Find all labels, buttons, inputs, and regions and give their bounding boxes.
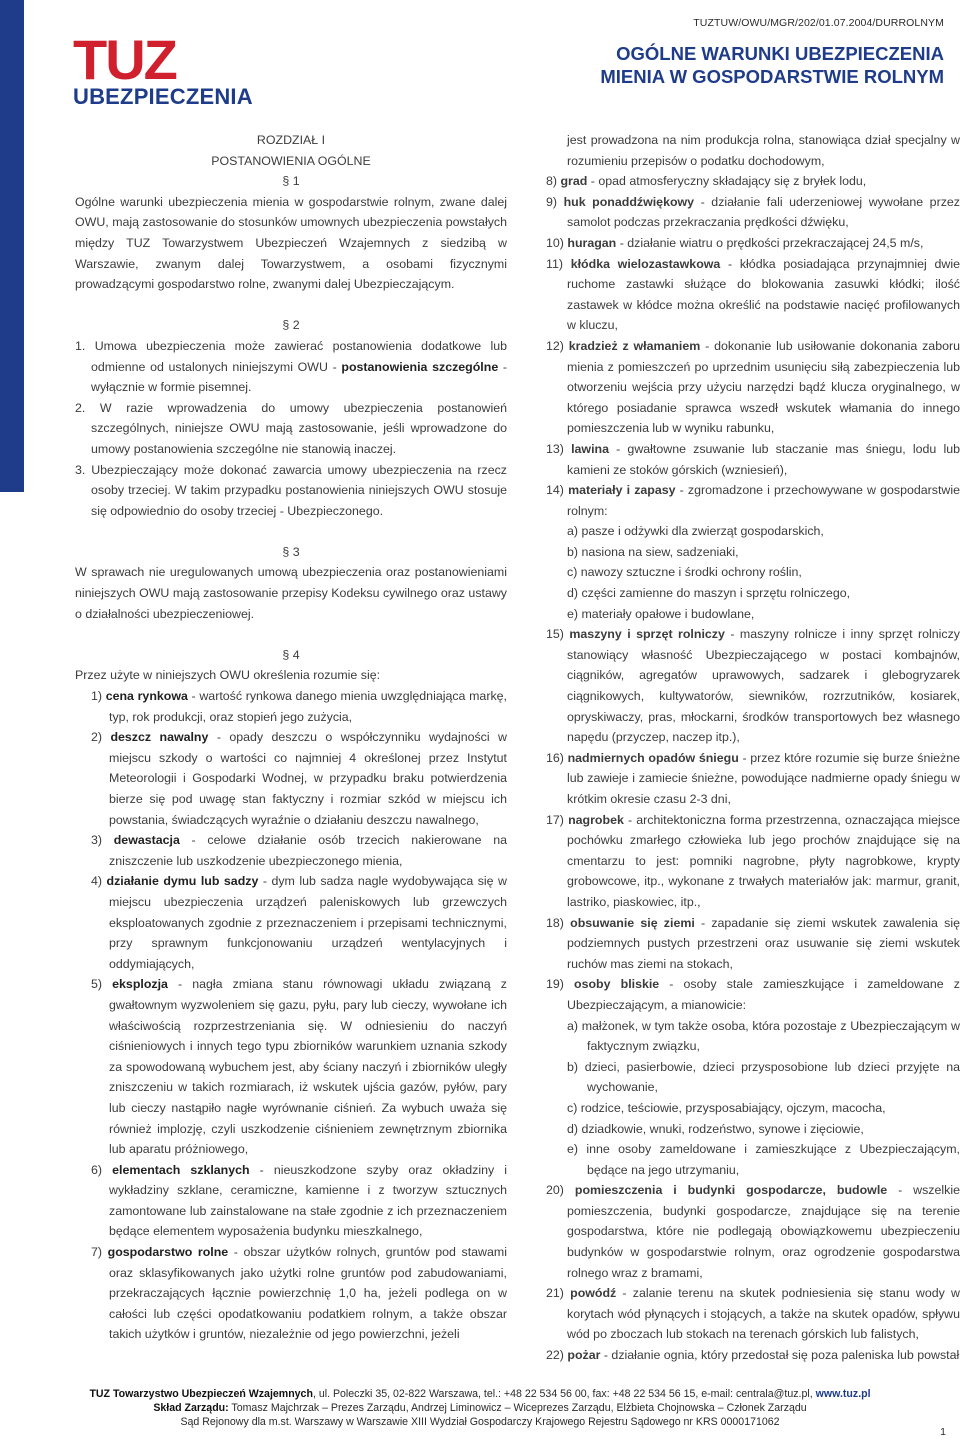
definition-item [546,624,960,748]
definition-item [75,727,507,830]
definition-term: maszyny i sprzęt rolniczy [569,627,725,642]
sublist-item: b) nasiona na siew, sadzeniaki, [567,544,739,559]
document-title [600,42,944,88]
definition-term: deszcz nawalny [110,730,209,745]
definition-text: - osoby stale zamieszkujące i zameldowane z Ubezpieczającym, a mianowicie: [567,977,960,1012]
section-4-sign: § 4 [282,647,300,662]
definition-term: powódź [570,1286,617,1301]
sublist-item: a) małżonek, w tym także osoba, która pozostaje z Ubezpieczającym w faktycznym związku, [567,1018,960,1054]
definition-text: - obszar użytków rolnych, gruntów pod stawami oraz sklasyfikowanych jako użytki rolne gruntów pod zabudowaniami, przekraczających łącznie powierzchnię 1,0 ha, jeżeli podlega on w całości lub części opodatkowaniu podatkiem rolnym, a także obszar takich użytków i gruntów, niezależnie od jego powierzchni, jeżeli [109,1245,507,1342]
section-3-text: W sprawach nie uregulowanych umową ubezpieczenia oraz postanowieniami niniejszych OWU mają zastosowanie przepisy Kodeksu cywilnego oraz ustawy o działalności ubezpieczeniowej. [75,565,507,621]
svg-text:TUZ: TUZ [73,37,176,83]
definition-term: eksplozja [112,977,168,992]
definitions-list-continued [546,171,960,521]
definition-item [546,192,960,233]
definition-term: huk ponaddźwiękowy [563,194,695,209]
definition-text: - działanie wiatru o prędkości przekraczającej 24,5 m/s, [616,235,924,250]
definition-term: cena rynkowa [105,689,188,704]
page-footer [0,1387,960,1429]
section-1-sign: § 1 [282,174,300,189]
definition-number: 9) [546,194,558,209]
definition-text: - dym lub sadza nagle wydobywająca się w miejscu ubezpieczenia urządzeń paleniskowych lub grzewczych eksploatowanych zgodnie z przeznaczeniem i przepisami technicznymi, przy sprawnym funkcjonowaniu urządzeń wentylacyjnych i oddymiających, [109,874,507,971]
side-accent-bar [0,0,24,492]
definition-text: - nieuszkodzone szyby oraz okładziny i wykładziny szklane, ceramiczne, kamienne i z tworzyw sztucznych zamontowane lub zainstalowane na stałe zgodnie z ich przeznaczeniem będące elementem wyposażenia budynku mieszkalnego, [109,1162,507,1239]
definition-term: elementach szklanych [112,1162,250,1177]
definition-number: 3) [91,833,103,848]
definition-number: 15) [546,627,564,642]
definition-text: - zgromadzone i przechowywane w gospodarstwie rolnym: [567,483,960,518]
definitions-list [75,686,507,1345]
definition-text: - architektoniczna forma przestrzenna, oznaczająca miejsce pochówku zmarłego człowieka lub jego prochów znajdujące się na cmentarzu to jest: pomniki nagrobne, płyty nagrobkowe, krypty grobowcowe, itp., wykonane z trwałych materiałów jak: marmur, granit, lastriko, piaskowiec, itp., [567,812,960,909]
definition-item [546,254,960,336]
footer-board: Skład Zarządu: Tomasz Majchrzak – Prezes Zarządu, Andrzej Liminowicz – Wiceprezes Zarządu, Elżbieta Chojnowska – Członek Zarządu [153,1402,807,1414]
definition-term: obsuwanie się ziemi [570,915,695,930]
logo-subtext: UBEZPIECZENIA [73,84,253,109]
definitions-list-continued-2 [546,624,960,1015]
section-2-para-2: 2. W razie wprowadzenia do umowy ubezpieczenia postanowień szczególnych, niniejsze OWU mają zastosowanie, jeśli wprowadzone do umowy postanowienia szczególne nie stanowią inaczej. [75,400,507,456]
definition-text: - zalanie terenu na skutek podniesienia się stanu wody w korytach wód płynących i stojących, a także na skutek opadów, spływu wód po zboczach lub stokach na terenach górskich lub falistych, [567,1286,960,1342]
definition-text: - gwałtowne zsuwanie lub staczanie mas śniegu, lodu lub kamieni ze stoków górskich (wzniesień), [567,441,960,477]
definition-item [546,233,960,254]
company-logo [73,37,253,109]
definition-item [75,830,507,871]
section-1-text: Ogólne warunki ubezpieczenia mienia w gospodarstwie rolnym, zwane dalej OWU, mają zastosowanie do stosunków umownych ubezpieczenia powstałych między TUZ Towarzystwem Ubezpieczeń Wzajemnych z siedzibą w Warszawie, zwanym dalej Towarzystwem, a osobami fizycznymi prowadzącymi gospodarstwo rolne, zwanymi dalej Ubezpieczającym. [75,194,507,292]
definition-number: 10) [546,235,564,250]
sublist-item: d) dziadkowie, wnuki, rodzeństwo, synowe i zięciowie, [567,1121,864,1136]
definition-number: 1) [91,689,103,704]
definition-item [546,171,960,192]
definition-term: materiały i zapasy [568,483,676,498]
definition-item [546,974,960,1015]
section-2-sign: § 2 [282,318,300,333]
definition-text: - dokonanie lub usiłowanie dokonania zaboru mienia z pomieszczeń po uprzednim usunięciu siłą zabezpieczenia lub otworzeniu wejścia przy użyciu narzędzi bądź klucza oryginalnego, w którego posiadanie sprawca wszedł wskutek włamania do innego pomieszczenia lub w wyniku rabunku, [567,338,960,436]
definition-item [546,1345,960,1366]
definition-term: nadmiernych opadów śniegu [567,750,739,765]
definition-item [546,336,960,439]
sublist-item: b) dzieci, pasierbowie, dzieci przysposobione lub dzieci przyjęte na wychowanie, [567,1059,960,1095]
footer-contact: TUZ Towarzystwo Ubezpieczeń Wzajemnych, ul. Poleczki 35, 02-822 Warszawa, tel.: +48 22 534 56 00, fax: +48 22 534 56 15, e-mail: centrala@tuz.pl, www.tuz.pl [89,1388,871,1400]
definition-number: 2) [91,730,103,745]
tuz-logo-icon [73,37,233,83]
sublist-item: c) nawozy sztuczne i środki ochrony roślin, [567,565,802,580]
right-column [546,130,960,1366]
definition-item [546,1283,960,1345]
definition-term: działanie dymu lub sadzy [106,874,259,889]
website-link[interactable]: www.tuz.pl [815,1388,871,1400]
definition-number: 18) [546,915,564,930]
definition-text: - maszyny rolnicze i inny sprzęt rolniczy stanowiący własność Ubezpieczającego w postaci kombajnów, ciągników, agregatów uprawowych, sadzarek i glebogryzarek ciągnikowych, kultywatorów, siewników, rozrzutników, kosiarek, opryskiwaczy, pras, młockarni, środków transportowych bez własnego napędu (przyczep, naczep itp.), [567,627,960,745]
definition-term: grad [560,174,588,189]
definition-text: - wszelkie pomieszczenia, budynki gospodarcze, znajdujące się na terenie gospodarstwa, które nie podlegają obowiązkowemu ubezpieczeniu budynków w gospodarstwie rolnym, oraz ogrodzenie gospodarstwa rolnego wraz z bramami, [567,1183,960,1280]
definition-term: pożar [567,1348,601,1363]
materials-sublist [546,521,960,624]
definition-term: kłódka wielozastawkowa [570,256,721,271]
definition-text: - wartość rynkowa danego mienia uwzględniająca markę, typ, rok produkcji, oraz stopień jego zużycia, [109,689,507,724]
chapter-title: POSTANOWIENIA OGÓLNE [211,153,371,168]
definition-item [75,686,507,727]
definition-number: 14) [546,483,564,498]
definition-number: 6) [91,1162,103,1177]
title-line-1: OGÓLNE WARUNKI UBEZPIECZENIA [616,43,944,64]
definition-item [546,1180,960,1283]
definition-term: huragan [567,235,617,250]
definition-item [75,1160,507,1242]
definition-item [546,748,960,810]
definition-term: nagrobek [568,812,624,827]
sublist-item: a) pasze i odżywki dla zwierząt gospodarskich, [567,524,824,539]
definition-number: 5) [91,977,103,992]
definition-item [75,974,507,1159]
definition-number: 21) [546,1286,564,1301]
definition-term: pomieszczenia i budynki gospodarcze, budowle [574,1183,888,1198]
definition-number: 20) [546,1183,564,1198]
left-column [75,130,507,1345]
definition-number: 12) [546,338,564,353]
footer-court: Sąd Rejonowy dla m.st. Warszawy w Warszawie XIII Wydział Gospodarczy Krajowego Rejestru Sądowego nr KRS 0000171062 [180,1416,780,1428]
definition-number: 13) [546,441,564,456]
sublist-item: d) części zamienne do maszyn i sprzętu rolniczego, [567,586,851,601]
definition-term: dewastacja [113,833,180,848]
definition-number: 4) [91,874,103,889]
definition-item [75,1242,507,1345]
section-3-sign: § 3 [282,544,300,559]
definition-item [546,913,960,975]
document-code: TUZTUW/OWU/MGR/202/01.07.2004/DURROLNYM [693,17,944,29]
section-4-intro: Przez użyte w niniejszych OWU określenia rozumie się: [75,668,381,683]
definition-text: - działanie ognia, który przedostał się poza paleniska lub powstał [600,1348,960,1363]
definition-number: 17) [546,812,564,827]
section-2-para-3: 3. Ubezpieczający może dokonać zawarcia umowy ubezpieczenia na rzecz osoby trzeciej. W takim przypadku postanowienia niniejszych OWU stosuje się odpowiednio do osoby trzeciej - Ubezpieczonego. [75,462,507,518]
definition-number: 11) [546,256,563,271]
definition-item [546,810,960,913]
definition-text: - zapadanie się ziemi wskutek zawalenia się podziemnych pustych przestrzeni oraz usuwanie się ziemi wskutek ruchów mas ziemi na stokach, [567,915,960,971]
definition-number: 22) [546,1348,564,1363]
definitions-list-continued-3 [546,1180,960,1365]
definition-number: 16) [546,750,564,765]
definition-item [75,871,507,974]
definition-term: lawina [571,441,609,456]
definition-term: osoby bliskie [574,977,660,992]
definition-term: kradzież z włamaniem [568,338,701,353]
definition-item [546,480,960,521]
definition-number: 8) [546,174,558,189]
definition-text: - działanie fali uderzeniowej wywołane przez samolot podczas przekraczania prędkości dźwięku, [567,194,960,230]
definition-number: 7) [91,1245,103,1260]
definition-text: - przez które rozumie się burze śnieżne lub zawieje i zamiecie śnieżne, powodujące nadmierne opady śniegu w krótkim okresie czasu 2-3 dni, [567,750,960,806]
sublist-item: e) materiały opałowe i budowlane, [567,606,755,621]
definition-text: - opady deszczu o współczynniku wydajności w miejscu szkody o wartości co najmniej 4 określonej przez Instytut Meteorologii i Gospodarki Wodnej, w przypadku braku potwierdzenia bierze się pod uwagę stan faktyczny i rozmiar szkód w miejscu ich powstania, świadczących wyraźnie o działaniu deszczu nawalnego, [109,730,507,827]
definition-item [546,439,960,480]
section-2-para-1: 1. Umowa ubezpieczenia może zawierać postanowienia dodatkowe lub odmienne od ustalonych niniejszymi OWU - postanowienia szczególne - wyłącznie w formie pisemnej. [75,338,508,395]
definition-text: - nagła zmiana stanu równowagi układu związaną z gwałtownym wyzwoleniem się gazu, pyłu, pary lub cieczy, wywołane ich właściwością rozprzestrzeniania się. W odniesieniu do naczyń ciśnieniowych i innych tego typu zbiorników warunkiem uznania szkody za spowodowaną wybuchem jest, aby ściany naczyń i zbiorników uległy zniszczeniu w takich rozmiarach, iż wskutek ujścia gazów, pyłów, pary lub cieczy nastąpiło nagłe wyrównanie ciśnień. Za wybuch uważa się również implozję, czyli uszkodzenie ciśnieniem zewnętrznym zbiornika lub aparatu próżniowego, [109,977,507,1157]
sublist-item: c) rodzice, teściowie, przysposabiający, ojczym, macocha, [567,1100,886,1115]
chapter-heading: ROZDZIAŁ I [256,133,326,147]
definition-text: - opad atmosferyczny składający się z bryłek lodu, [587,174,867,189]
definition-text: - kłódka posiadająca przynajmniej dwie ruchome zastawki służące do blokowania zasuwki kłódki; ilość zastawek w kłódce można określić na podstawie nacięć profilowanych w kluczu, [567,256,960,333]
definition-number: 19) [546,977,564,992]
definition-term: gospodarstwo rolne [107,1245,229,1260]
definition-text: - celowe działanie osób trzecich nakierowane na zniszczenie lub uszkodzenie ubezpieczonego mienia, [109,833,507,868]
definition-7-continued: jest prowadzona na nim produkcja rolna, stanowiąca dział specjalny w rozumieniu przepisów o podatku dochodowym, [567,133,960,168]
title-line-2: MIENIA W GOSPODARSTWIE ROLNYM [600,66,944,87]
sublist-item: e) inne osoby zameldowane i zamieszkujące z Ubezpieczającym, będące na jego utrzymaniu, [567,1142,960,1177]
relatives-sublist [546,1016,960,1181]
page-number: 1 [940,1426,946,1438]
